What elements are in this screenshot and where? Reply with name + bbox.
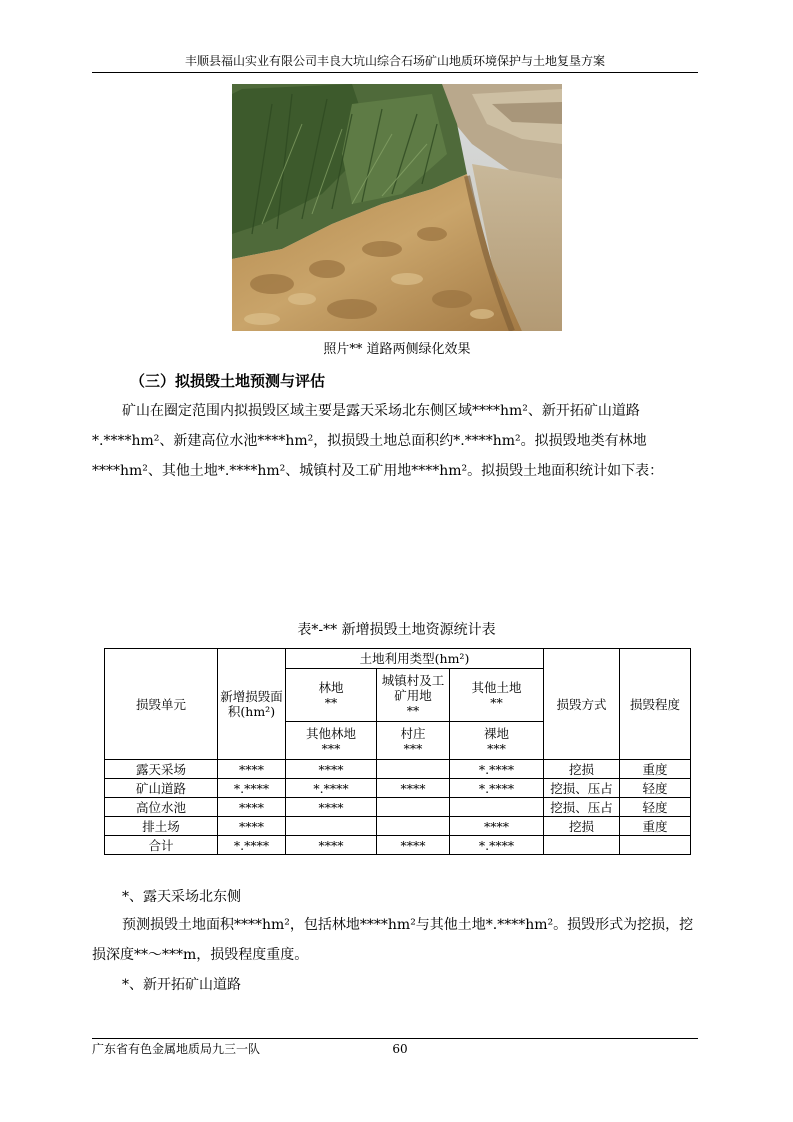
cell-urban bbox=[377, 760, 450, 779]
head-landuse: 土地利用类型(hm²) bbox=[286, 649, 544, 669]
photo-caption: 照片** 道路两侧绿化效果 bbox=[323, 342, 471, 357]
cell-urban: **** bbox=[377, 779, 450, 798]
cell-other: **** bbox=[450, 817, 544, 836]
cell-forest: **** bbox=[286, 798, 377, 817]
table-row bbox=[105, 817, 691, 836]
cell-forest: **** bbox=[286, 760, 377, 779]
head-other: 其他土地 ** bbox=[450, 669, 544, 722]
photo-illustration bbox=[232, 84, 562, 331]
table-row bbox=[105, 760, 691, 779]
damaged-land-table bbox=[104, 648, 691, 855]
footer-rule bbox=[92, 1038, 698, 1039]
cell-degree: 轻度 bbox=[620, 798, 691, 817]
road-greening-photo bbox=[232, 84, 562, 331]
head-sub-urban: 村庄 *** bbox=[377, 722, 450, 760]
cell-unit: 排土场 bbox=[105, 817, 218, 836]
cell-degree: 重度 bbox=[620, 760, 691, 779]
cell-mode: 挖损 bbox=[544, 760, 620, 779]
cell-urban bbox=[377, 817, 450, 836]
cell-unit: 高位水池 bbox=[105, 798, 218, 817]
cell-other: *.**** bbox=[450, 760, 544, 779]
cell-mode: 挖损、压占 bbox=[544, 798, 620, 817]
head-urban: 城镇村及工矿用地 ** bbox=[377, 669, 450, 722]
cell-urban bbox=[377, 798, 450, 817]
cell-forest: *.**** bbox=[286, 779, 377, 798]
cell-forest: **** bbox=[286, 836, 377, 855]
cell-mode: 挖损、压占 bbox=[544, 779, 620, 798]
cell-area: **** bbox=[218, 760, 286, 779]
cell-other: *.**** bbox=[450, 779, 544, 798]
cell-area: *.**** bbox=[218, 779, 286, 798]
cell-mode: 挖损 bbox=[544, 817, 620, 836]
cell-unit: 露天采场 bbox=[105, 760, 218, 779]
head-sub-forest: 其他林地 *** bbox=[286, 722, 377, 760]
cell-other: *.**** bbox=[450, 836, 544, 855]
head-unit: 损毁单元 bbox=[105, 649, 218, 760]
table-title: 表*-** 新增损毁土地资源统计表 bbox=[297, 622, 496, 638]
cell-other bbox=[450, 798, 544, 817]
paragraph-pit: 预测损毁土地面积****hm²，包括林地****hm²与其他土地*.****hm²。损毁形式为挖损，挖损深度**～***m，损毁程度重度。 bbox=[92, 917, 694, 963]
subheading-road: *、新开拓矿山道路 bbox=[122, 977, 241, 993]
cell-urban: **** bbox=[377, 836, 450, 855]
cell-degree: 重度 bbox=[620, 817, 691, 836]
cell-degree: 轻度 bbox=[620, 779, 691, 798]
head-degree: 损毁程度 bbox=[620, 649, 691, 760]
cell-mode bbox=[544, 836, 620, 855]
cell-degree bbox=[620, 836, 691, 855]
head-area: 新增损毁面积(hm²) bbox=[218, 649, 286, 760]
table-row bbox=[105, 836, 691, 855]
subheading-pit: *、露天采场北东侧 bbox=[122, 889, 241, 905]
head-forest: 林地 ** bbox=[286, 669, 377, 722]
cell-area: *.**** bbox=[218, 836, 286, 855]
page-number: 60 bbox=[392, 1042, 408, 1056]
page-header: 丰顺县福山实业有限公司丰良大坑山综合石场矿山地质环境保护与土地复垦方案 bbox=[184, 54, 605, 68]
paragraph-intro: 矿山在圈定范围内拟损毁区域主要是露天采场北东侧区域****hm²、新开拓矿山道路*.****hm²、新建高位水池****hm²，拟损毁土地总面积约*.****hm²。拟损毁地类有林地****hm²、其他土地*.****hm²、城镇村及工矿用地****hm²。拟损毁土地面积统计如下表： bbox=[92, 403, 664, 479]
cell-area: **** bbox=[218, 817, 286, 836]
footer-org: 广东省有色金属地质局九三一队 bbox=[92, 1042, 261, 1056]
header-rule bbox=[92, 72, 698, 73]
head-mode: 损毁方式 bbox=[544, 649, 620, 760]
cell-unit: 合计 bbox=[105, 836, 218, 855]
table-row bbox=[105, 798, 691, 817]
cell-forest bbox=[286, 817, 377, 836]
cell-unit: 矿山道路 bbox=[105, 779, 218, 798]
section-heading: （三）拟损毁土地预测与评估 bbox=[130, 372, 326, 390]
table-row bbox=[105, 779, 691, 798]
head-sub-other: 裸地 *** bbox=[450, 722, 544, 760]
cell-area: **** bbox=[218, 798, 286, 817]
